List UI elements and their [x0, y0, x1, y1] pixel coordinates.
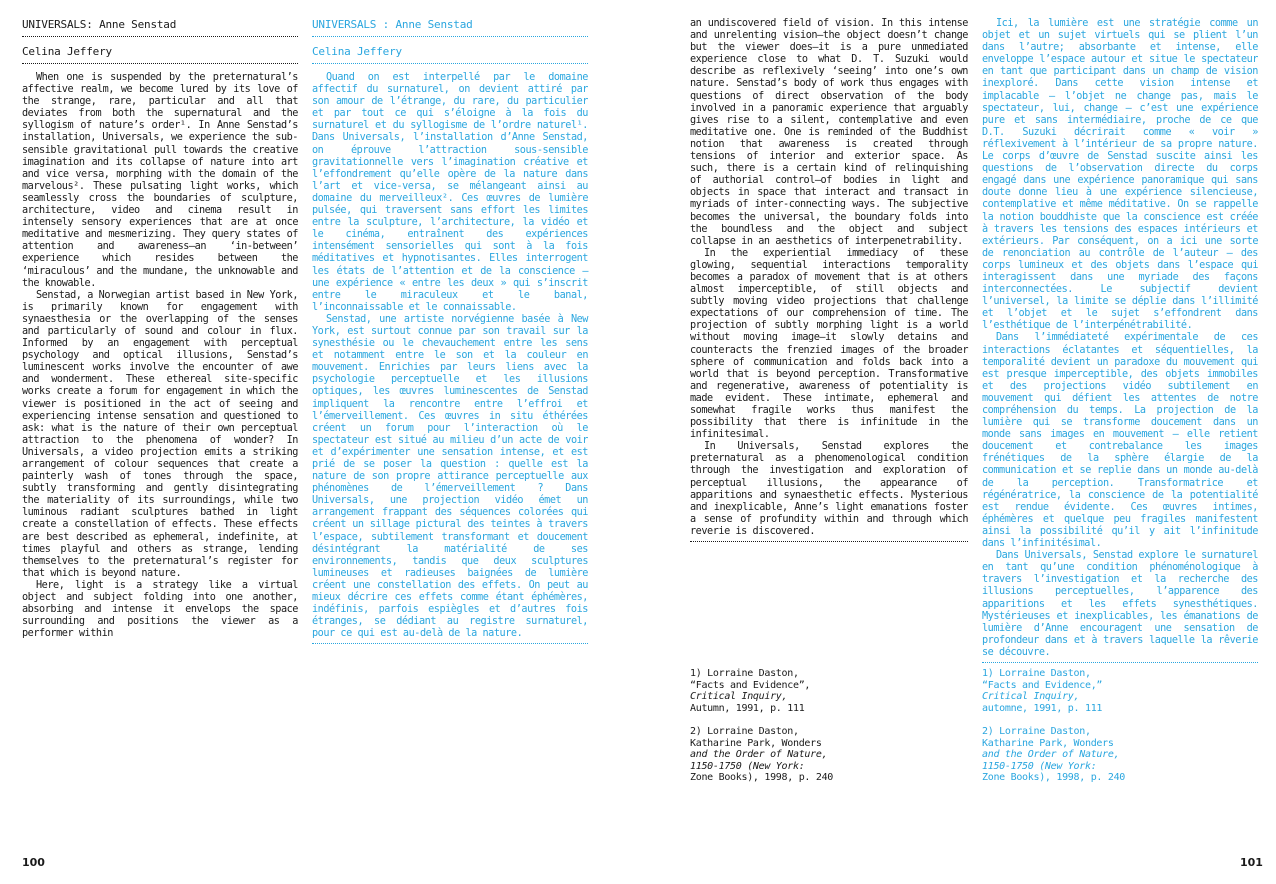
- paragraph: In Universals, Senstad explores the preternatural as a phenomenological condition through the investigation and exploration of perceptual illusions, the appearance of apparitions and synaesthetic effects. Mysterious and inexplicable, Anne’s light emanations foster a sense of profundity within and through which reverie is discovered.: [690, 441, 968, 537]
- paragraph: Ici, la lumière est une stratégie comme un objet et un sujet virtuels qui se plient l’un dans l’autre; absorbante et intense, elle enveloppe l’espace autour et situe le spectateur en tant que participant dans un champ de vision inexploré. Dans cette vision intense et implacable — l’objet ne change pas, mais le spectateur, lui, change — c’est une expérience pure et sans intermédiaire, proche de ce que D.T. Suzuki décrirait comme « voir » réflexivement à l’intérieur de sa propre nature. Le corps d’œuvre de Senstad suscite ainsi les questions de l’observation directe du corps engagé dans une expérience panoramique qui sans doute donne lieu à une expérience silencieuse, contemplative et même méditative. On se rappelle la notion bouddhiste que la conscience est créée à travers les tensions des espaces intérieurs et extérieurs. Par conséquent, on a ici une sorte de renonciation au contrôle de l’auteur — des corps lumineux et des objets dans l’espace qui interagissent dans une myriade des façons interconnectées. Le subjectif devient l’universel, la limite se déplie dans l’illimité et l’objet et le sujet s’effondrent dans l’esthétique de l’interpénétrabilité.: [982, 18, 1258, 332]
- paragraph: When one is suspended by the preternatural’s affective realm, we become lured by its love of the strange, rare, particular and all that deviates from both the supernatural and the syllogism of nature’s order¹. In Anne Senstad’s installation, Universals, we experience the sub-sensible gravitational pull towards the creative imagination and its collapse of nature into art and vice versa, morphing with the domain of the marvelous². These pulsating light works, which seamlessly cross the boundaries of sculpture, architecture, video and cinema result in intensely sensory experiences that are at once meditative and mesmerizing. They query states of attention and awareness—an ‘in-between’ experience which resides between the ‘miraculous’ and the mundane, the unknowable and the knowable.: [22, 72, 298, 289]
- paragraph: Senstad, a Norwegian artist based in New York, is primarily known for engagement with synaesthesia or the overlapping of the senses and particularly of sound and colour in flux. Informed by an engagement with perceptual psychology and optical illusions, Senstad’s luminescent works involve the encounter of awe and wonderment. These ethereal site-specific works create a forum for engagement in which the viewer is positioned in the act of seeing and experiencing intense sensation and questioned to ask: what is the nature of their own perceptual attraction to the phenomena of wonder? In Universals, a video projection emits a striking arrangement of colour sequences that create a painterly wash of tones through the space, subtly transforming and gently disintegrating the materiality of its surroundings, while two luminous radiant sculptures bathed in light create a constellation of effects. These effects are best described as ephemeral, indefinite, at times playful and others as strange, lending themselves to the preternatural’s register for that which is beyond nature.: [22, 289, 298, 579]
- french-author: Celina Jeffery: [312, 45, 402, 58]
- footnote: 2) Lorraine Daston, Katharine Park, Wonders and the Order of Nature, 1150-1750 (New York: Zone Books), 1998, p. 240: [982, 726, 1126, 783]
- page-number-left: 100: [22, 856, 45, 869]
- paragraph: an undiscovered field of vision. In this intense and unrelenting vision—the object doesn’t change but the viewer does—it is a pure unmediated experience close to what D. T. Suzuki would describe as reflexively ‘seeing’ into one’s own nature. Senstad’s body of work thus engages with questions of direct observation of the body involved in a panoramic experience that arguably gives rise to a silent, contemplative and even meditative one. One is reminded of the Buddhist notion that awareness is created through tensions of interior and exterior space. As such, there is a certain kind of relinquishing of authorial control—of bodies in light and objects in space that interact and transact in myriads of inter-connecting ways. The subjective becomes the universal, the boundary folds into the boundless and the object and subject collapse in an aesthetics of interpenetrability.: [690, 18, 968, 247]
- page-number-right: 101: [1240, 856, 1263, 869]
- paragraph: Senstad, une artiste norvégienne basée à New York, est surtout connue par son travail sur la synesthésie ou le chevauchement entre les sens et notamment entre le son et la couleur en mouvement. Enrichies par leurs liens avec la psychologie perceptuelle et les illusions optiques, les œuvres luminescentes de Senstad impliquent la rencontre entre l’effroi et l’émerveillement. Ces œuvres in situ éthérées créent un forum pour l’interaction où le spectateur est situé au milieu d’un acte de voir et d’expérimenter une sensation intense, et est prié de se poser la question : quelle est la nature de son propre attirance perceptuelle aux phénomènes de l’émerveillement ? Dans Universals, une projection vidéo émet un arrangement frappant des séquences colorées qui créent un sillage pictural des teintes à travers l’espace, subtilement transformant et doucement désintégrant la matérialité de ses environnements, tandis que deux sculptures lumineuses et radieuses baignées de lumière créent une constellation des effets. On peut au mieux décrire ces effets comme étant éphémères, indéfinis, parfois espiègles et d’autres fois étranges, se dédiant au registre surnaturel, pour ce qui est au-delà de la nature.: [312, 313, 588, 640]
- divider: [22, 63, 298, 64]
- footnote: 1) Lorraine Daston, “Facts and Evidence,” Critical Inquiry, automne, 1991, p. 111: [982, 668, 1103, 714]
- paragraph: Dans Universals, Senstad explore le surnaturel en tant qu’une condition phénoménologique à travers l’investigation et la recherche des illusions perceptuelles, l’apparence des apparitions et les effets synesthétiques. Mystérieuses et inexplicables, les émanations de lumière d’Anne encouragent une sensation de profondeur dans et à travers laquelle la rêverie se découvre.: [982, 550, 1258, 658]
- french-column-1: [312, 18, 588, 644]
- french-title: UNIVERSALS : Anne Senstad: [312, 18, 473, 31]
- divider: [312, 63, 588, 64]
- english-footnotes: [690, 668, 890, 796]
- divider: [312, 36, 588, 37]
- divider: [312, 643, 588, 644]
- french-column-2: [982, 18, 1258, 663]
- divider: [982, 662, 1258, 663]
- paragraph: Dans l’immédiateté expérimentale de ces interactions éclatantes et séquentielles, la temporalité devient un paradoxe du mouvement qui est presque imperceptible, des objets immobiles et des projections vidéo subtilement en mouvement qui défient les attentes de notre compréhension du temps. La projection de la lumière qui se transforme doucement dans un monde sans images en mouvement — elle retient doucement et contrebalance les images frénétiques de la sphère élargie de la communication et se replie dans un monde au-delà de la perception. Transformatrice et régénératrice, la conscience de la potentialité est rendue évidente. Ces œuvres intimes, éphémères et quelque peu fragiles manifestent ainsi la possibilité qu’il y ait l’infinitude dans l’infinitésimal.: [982, 332, 1258, 550]
- paragraph: In the experiential immediacy of these glowing, sequential interactions temporality becomes a paradox of movement that is at others almost imperceptible, of still objects and subtly moving video projections that challenge expectations of our comprehension of time. The projection of subtly morphing light is a world without moving image—it slowly detains and counteracts the frenzied images of the broader sphere of communication and folds back into a world that is beyond perception. Transformative and regenerative, awareness of potentiality is made evident. These intimate, ephemeral and somewhat fragile works thus manifest the possibility that there is infinitude in the infinitesimal.: [690, 247, 968, 441]
- footnote: 2) Lorraine Daston, Katharine Park, Wonders and the Order of Nature, 1150-1750 (New York: Zone Books), 1998, p. 240: [690, 726, 834, 783]
- english-column-2: [690, 18, 968, 542]
- english-column-1: [22, 18, 298, 640]
- english-author: Celina Jeffery: [22, 45, 112, 58]
- paragraph: Quand on est interpellé par le domaine affectif du surnaturel, on devient attiré par son amour de l’étrange, du rare, du particulier et par tout ce qui s’éloigne à la fois du surnaturel et du syllogisme de l’ordre naturel¹. Dans Universals, l’installation d’Anne Senstad, on éprouve l’attraction sous-sensible gravitationnelle vers l’imagination créative et l’effondrement qu’elle opère de la nature dans l’art et vice-versa, se mélangeant ainsi au domaine du merveilleux². Ces œuvres de lumière pulsée, qui traversent sans effort les limites entre la sculpture, l’architecture, la vidéo et le cinéma, entraînent des expériences intensément sensorielles qui sont à la fois méditatives et hypnotisantes. Elles interrogent les états de l’attention et de la conscience — une expérience « entre les deux » qui s’inscrit entre le miraculeux et le banal, l’inconnaissable et le connaissable.: [312, 72, 588, 313]
- paragraph: Here, light is a strategy like a virtual object and subject folding into one another, absorbing and intense it envelops the space surrounding and positions the viewer as a performer within: [22, 579, 298, 640]
- divider: [690, 541, 968, 542]
- footnote: 1) Lorraine Daston, “Facts and Evidence”, Critical Inquiry, Autumn, 1991, p. 111: [690, 668, 811, 714]
- divider: [22, 36, 298, 37]
- french-footnotes: [982, 668, 1182, 796]
- english-title: UNIVERSALS: Anne Senstad: [22, 18, 177, 31]
